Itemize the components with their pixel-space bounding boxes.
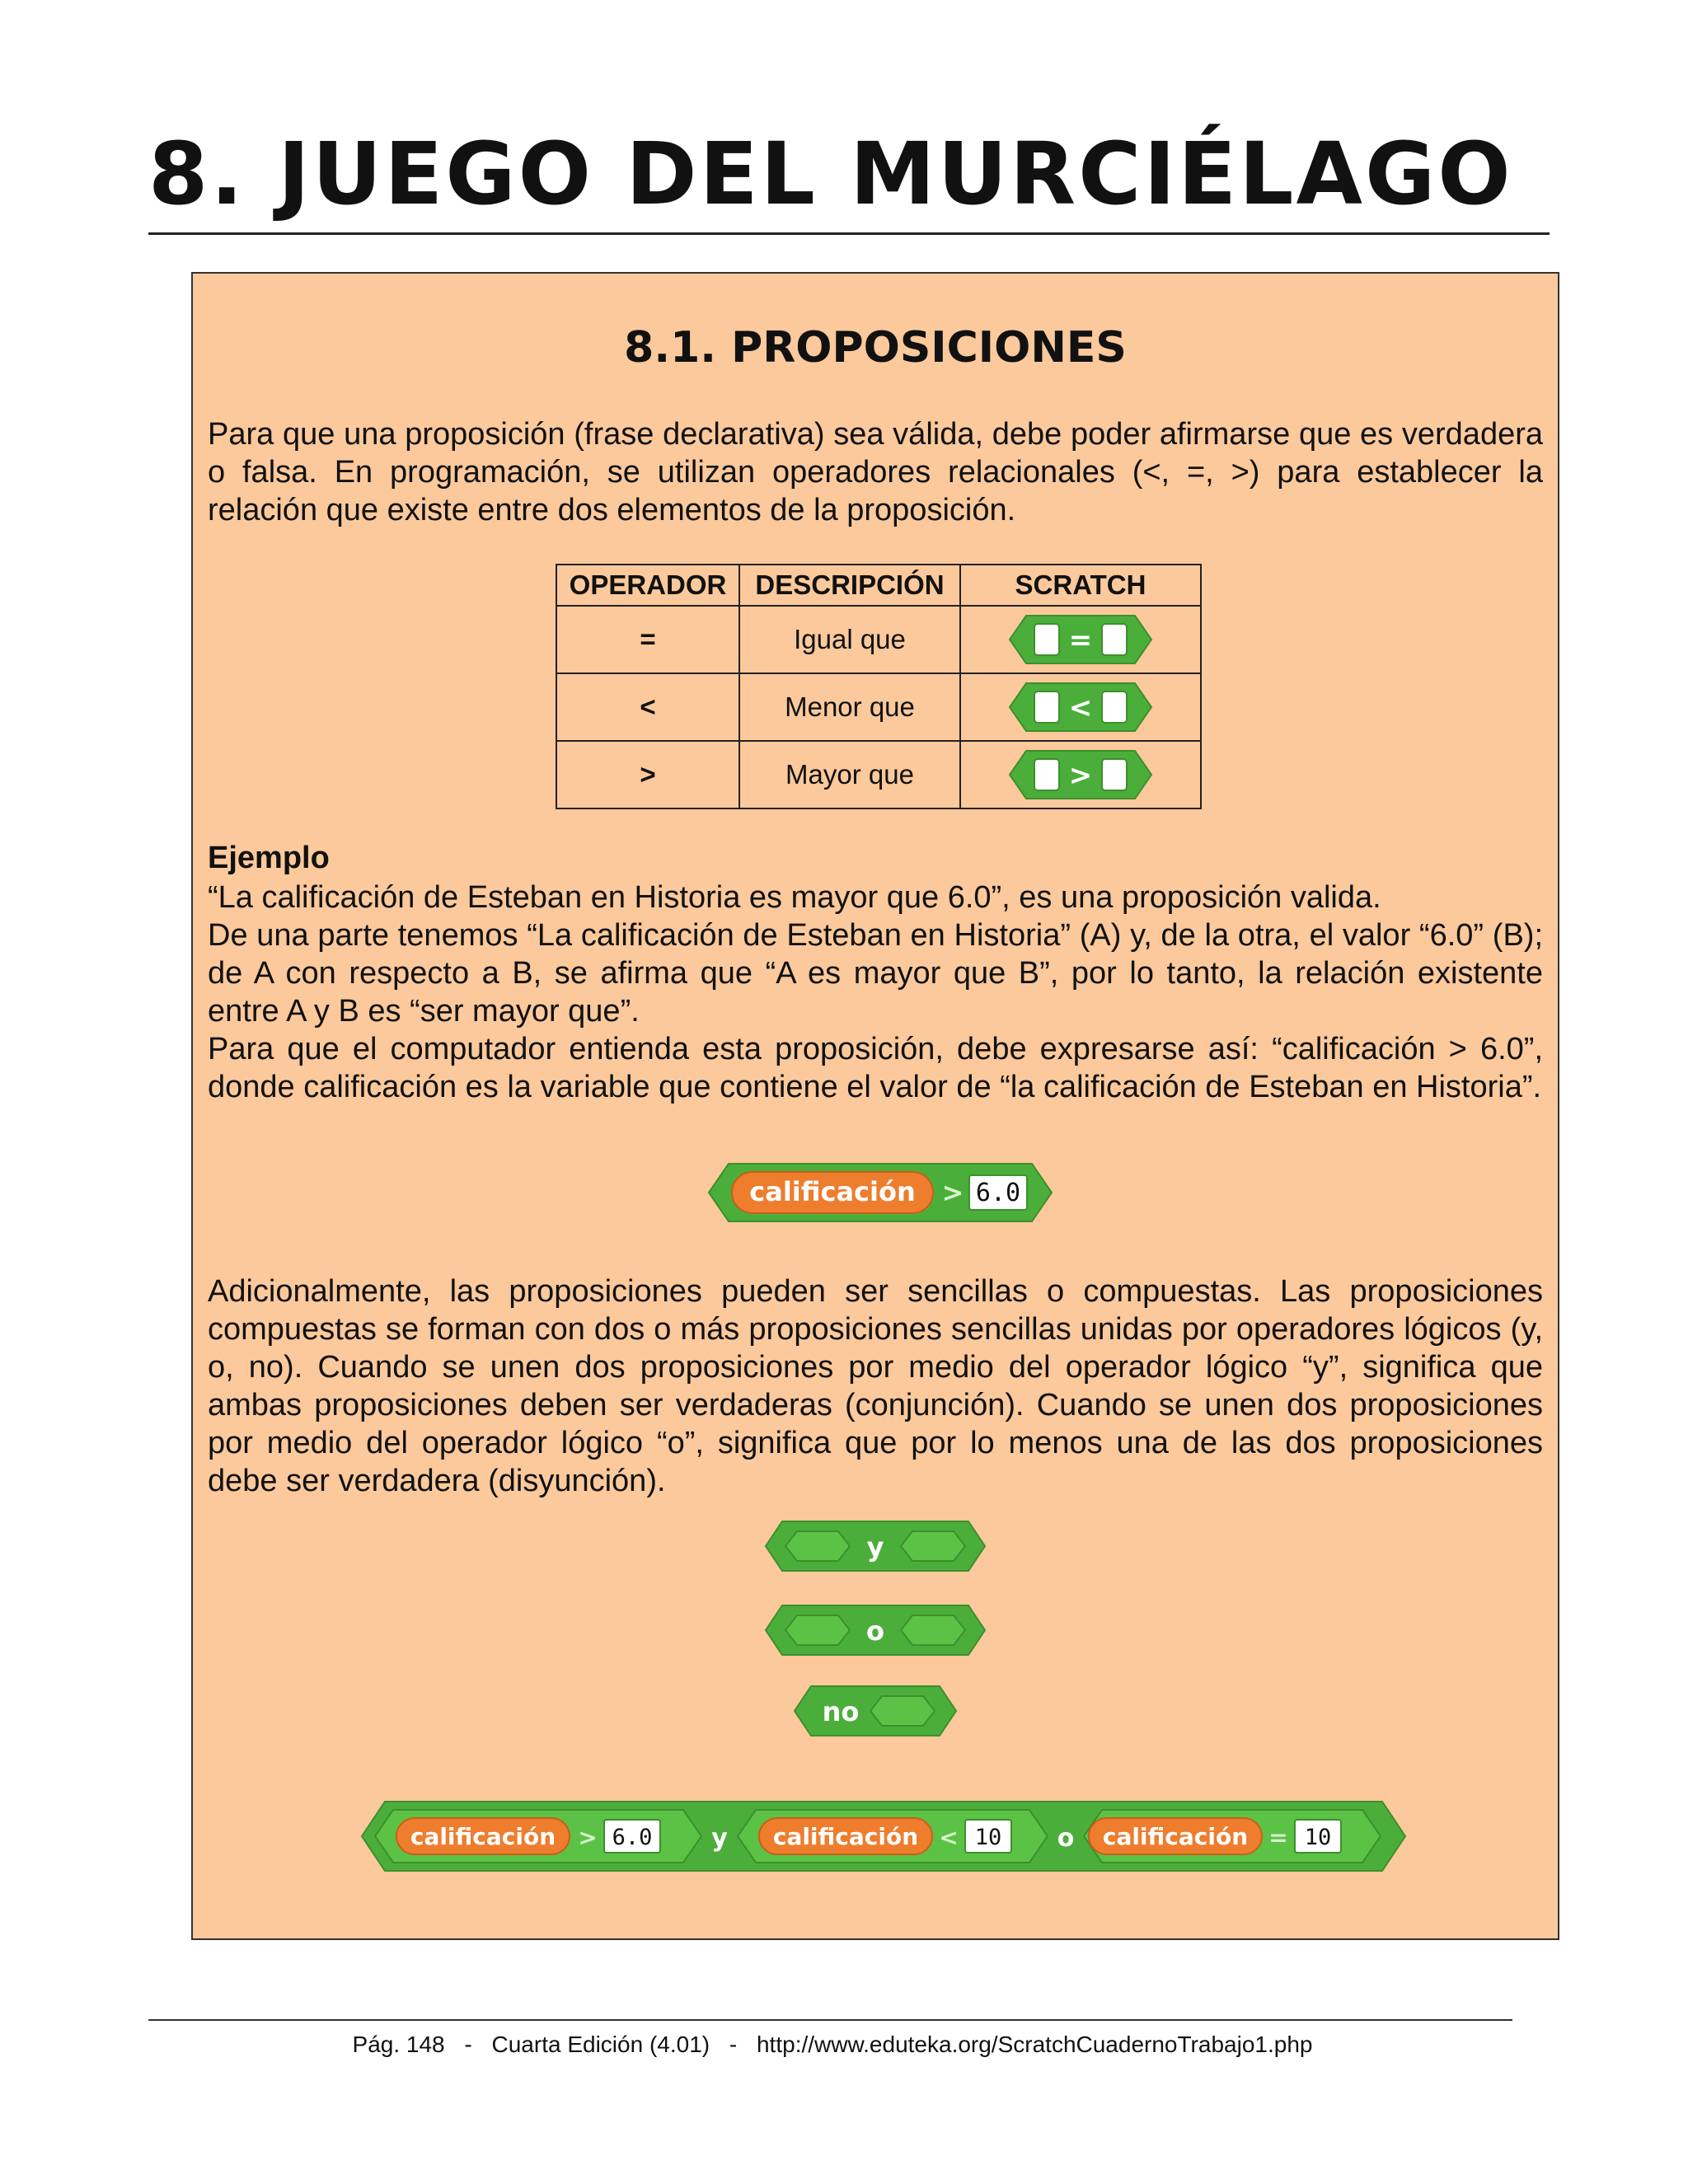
intro-paragraph: Para que una proposición (frase declarativa) sea válida, debe poder afirmarse que es verdadera o falsa. En programación, se utilizan operadores relacionales (<, =, >) para establecer la relación que existe entre dos elementos de la proposición. [208,417,1543,527]
table-header: OPERADOR [556,565,739,606]
footer-separator: - [464,2032,472,2057]
footer-rule [148,2019,1512,2021]
svg-text:calificación: calificación [749,1176,916,1207]
example-paragraph: “La calificación de Esteban en Historia es mayor que 6.0”, es una proposición valida. De una parte tenemos “La calificación de Esteban en Historia” (A) y, de la otra, el valor “6.0” (B); de A con respecto a B, se afirma que “A es mayor que B”, por lo tanto, la relación existente entre A y B es “ser mayor que”. Para que el computador entienda esta proposición, debe expresarse así: “calificación > 6.0”, donde calificación es la variable que contiene el valor de “la calificación de Esteban en Historia”. [208,880,1543,1104]
svg-text:calificación: calificación [1102,1823,1249,1850]
content-box [191,272,1559,1940]
svg-text:o: o [1057,1824,1075,1853]
operator-cell: > [556,741,739,808]
scratch-cell [960,741,1201,808]
svg-text:6.0: 6.0 [612,1825,653,1850]
operator-cell: = [556,606,739,673]
svg-text:<: < [1068,691,1093,724]
scratch-or-block [764,1604,987,1657]
edition-label: Cuarta Edición (4.01) [491,2032,710,2057]
table-header: DESCRIPCIÓN [739,565,960,606]
svg-text:y: y [711,1824,728,1853]
svg-text:=: = [1268,1824,1288,1851]
scratch-greater-block [1008,749,1153,800]
example-scratch-block [707,1162,1053,1223]
table-header: SCRATCH [960,565,1201,606]
scratch-equal-block [1008,614,1153,665]
description-cell: Igual que [739,606,960,673]
svg-text:>: > [941,1177,964,1208]
title-rule [148,232,1550,235]
section-title: 8.1. PROPOSICIONES [624,323,1127,373]
svg-text:=: = [1068,624,1093,657]
page-title: 8. JUEGO DEL MURCIÉLAGO [148,124,1513,224]
logic-paragraph: Adicionalmente, las proposiciones pueden ser sencillas o compuestas. Las proposiciones compuestas se forman con dos o más proposiciones sencillas unidas por operadores lógicos (y, o, no). Cuando se unen dos proposiciones por medio del operador lógico “y”, significa que ambas proposiciones deben ser verdaderas (conjunción). Cuando se unen dos proposiciones por medio del operador lógico “o”, significa que por lo menos una de las dos proposiciones debe ser verdadera (disyunción). [208,1274,1543,1498]
scratch-and-block [764,1520,987,1572]
svg-text:o: o [866,1615,884,1647]
table-row [556,741,1201,808]
source-url: http://www.eduteka.org/ScratchCuadernoTrabajo1.php [756,2032,1313,2057]
scratch-compound-block [360,1800,1407,1872]
footer-separator: - [729,2032,738,2057]
page-number: Pág. 148 [352,2032,445,2057]
scratch-less-block [1008,682,1153,733]
table-header-row [556,565,1201,606]
table-row [556,606,1201,673]
page-footer [0,2032,1665,2058]
svg-text:calificación: calificación [772,1823,919,1850]
svg-text:>: > [1068,759,1093,792]
svg-text:y: y [866,1531,884,1563]
svg-text:calificación: calificación [410,1823,556,1850]
example-heading: Ejemplo [208,841,330,875]
operator-cell: < [556,673,739,741]
table-row [556,673,1201,741]
svg-text:10: 10 [1304,1825,1332,1850]
operators-table [556,564,1202,809]
description-cell: Menor que [739,673,960,741]
svg-text:<: < [939,1824,959,1851]
svg-text:no: no [822,1696,860,1727]
svg-text:10: 10 [974,1825,1002,1850]
description-cell: Mayor que [739,741,960,808]
scratch-cell [960,606,1201,673]
svg-text:>: > [578,1824,598,1851]
scratch-cell [960,673,1201,741]
scratch-not-block [793,1685,958,1737]
svg-text:6.0: 6.0 [975,1179,1021,1207]
